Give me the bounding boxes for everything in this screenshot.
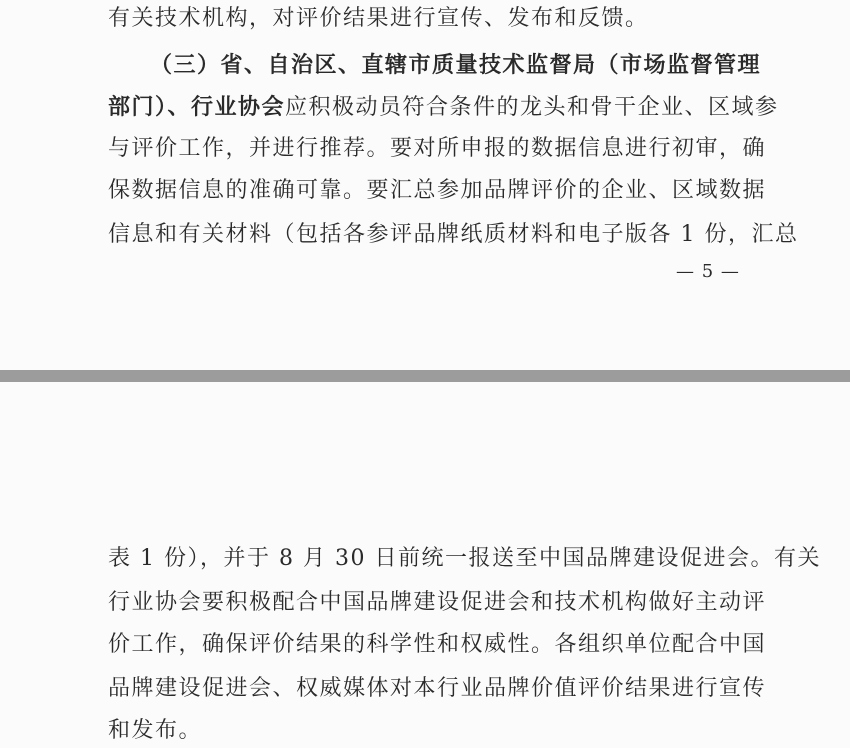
page-separator: [0, 370, 850, 382]
paragraph-text: 应积极动员符合条件的龙头和骨干企业、区域参: [285, 95, 779, 120]
section-heading-continued: 部门）、行业协会: [108, 94, 286, 120]
section-heading: （三）省、自治区、直辖市质量技术监督局（市场监督管理: [150, 52, 762, 78]
paragraph-line: 和发布。: [108, 718, 203, 743]
document-page-top: [0, 0, 850, 370]
page-number: — 5 —: [676, 261, 740, 282]
paragraph-line: 信息和有关材料（包括各参评品牌纸质材料和电子版各 1 份，汇总: [108, 222, 799, 247]
paragraph-line: 品牌建设促进会、权威媒体对本行业品牌价值评价结果进行宣传: [108, 676, 767, 701]
paragraph-line: 表 1 份），并于 8 月 30 日前统一报送至中国品牌建设促进会。有关: [108, 546, 821, 571]
paragraph-line: 价工作，确保评价结果的科学性和权威性。各组织单位配合中国: [108, 632, 767, 657]
document-page-bottom: [0, 382, 850, 748]
paragraph-line: 保数据信息的准确可靠。要汇总参加品牌评价的企业、区域数据: [108, 178, 767, 203]
paragraph-line: [108, 94, 779, 121]
paragraph-line: 行业协会要积极配合中国品牌建设促进会和技术机构做好主动评: [108, 590, 767, 615]
paragraph-line: 有关技术机构，对评价结果进行宣传、发布和反馈。: [108, 6, 649, 31]
section-heading-line: [150, 52, 762, 79]
paragraph-line: 与评价工作，并进行推荐。要对所申报的数据信息进行初审，确: [108, 136, 767, 161]
